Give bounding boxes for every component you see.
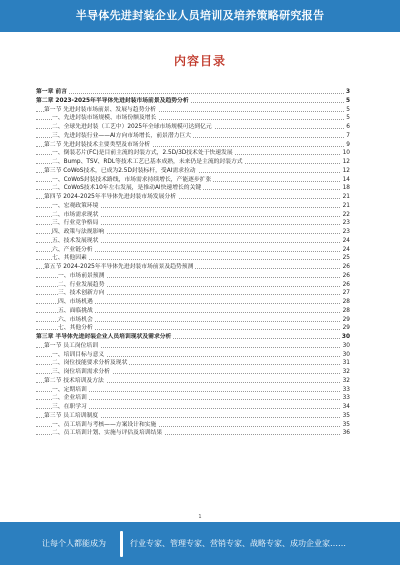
toc-entry-page: 33 — [342, 395, 350, 402]
toc-entry-page: 30 — [342, 342, 350, 349]
toc-entry-label: 五、技术发展现状 — [52, 237, 99, 244]
toc-entry[interactable] — [36, 298, 350, 307]
toc-entry-page: 25 — [342, 255, 350, 262]
toc-entry-label: 二、CoWoS技术10年左右发展，是推动AI快速增长的关键 — [52, 185, 202, 192]
toc-entry-page: 21 — [342, 202, 350, 209]
toc-entry[interactable] — [36, 281, 350, 290]
toc-entry-page: 31 — [342, 360, 350, 367]
toc-entry-page: 18 — [342, 185, 350, 192]
toc-entry[interactable] — [36, 254, 350, 263]
toc-entry[interactable] — [36, 316, 350, 325]
toc-entry[interactable] — [36, 237, 350, 246]
toc-entry[interactable] — [36, 202, 350, 211]
toc-entry-label: 六、产业链分析 — [52, 246, 93, 253]
toc-entry-page: 26 — [342, 272, 350, 279]
toc-entry-page: 32 — [342, 377, 350, 384]
toc-entry-label: 一、CoWoS封装技术路线，市场需求持续增长，产能逐步扩张 — [52, 176, 212, 183]
toc-entry-label: 一、宏观政策环境 — [52, 202, 99, 209]
toc-entry[interactable] — [36, 97, 350, 106]
toc-entry-label: 四、市场机遇 — [58, 299, 93, 305]
toc-entry-label: 二、岗位技能要求分析及现状 — [52, 360, 128, 367]
toc-entry[interactable] — [36, 351, 350, 360]
toc-entry-page: 35 — [342, 421, 350, 428]
toc-entry-label: 第二章 2023-2025年半导体先进封装市场前景及趋势分析 — [36, 97, 189, 104]
toc-entry[interactable] — [36, 132, 350, 141]
toc-entry-page: 22 — [342, 211, 350, 218]
toc-entry-page: 24 — [342, 246, 350, 253]
toc-entry[interactable] — [36, 114, 350, 123]
toc-entry-label: 二、企业培训 — [52, 395, 87, 402]
toc-entry[interactable] — [36, 289, 350, 298]
toc-entry[interactable] — [36, 167, 350, 176]
toc-entry-label: 三、先进封装行业——AI方向市场增长，前景潜力巨大 — [52, 132, 192, 139]
toc-entry-label: 第一节 员工岗位培训 — [44, 342, 99, 349]
toc-entry[interactable] — [36, 324, 350, 333]
toc-entry-label: 五、面临挑战 — [58, 307, 93, 314]
toc-entry[interactable] — [36, 184, 350, 193]
toc-entry-page: 24 — [342, 237, 350, 244]
toc-entry[interactable] — [36, 377, 350, 386]
toc-entry-label: 一、倒装芯片(FC)是目前主流的封装方式，2.5D/3D技术处于快速发展 — [52, 150, 233, 157]
toc-entry[interactable] — [36, 342, 350, 351]
toc-entry-page: 28 — [342, 299, 350, 305]
toc-entry-label: 第二节 先进封装技术主要类型及市场分析 — [44, 141, 151, 148]
toc-entry-page: 12 — [342, 167, 350, 174]
toc-entry-label: 第三节 员工培训制度 — [44, 412, 99, 419]
toc-entry[interactable] — [36, 228, 350, 237]
toc-entry[interactable] — [36, 386, 350, 395]
page-number: 1 — [198, 514, 202, 520]
table-of-contents — [36, 88, 350, 438]
toc-entry-label: 二、行业发展趋势 — [58, 281, 105, 288]
toc-entry-page: 27 — [342, 290, 350, 297]
toc-entry-page: 6 — [346, 124, 350, 130]
toc-entry-page: 28 — [342, 307, 350, 314]
toc-entry-label: 四、政策与法规影响 — [52, 229, 105, 235]
toc-entry[interactable] — [36, 394, 350, 403]
toc-heading: 内容目录 — [173, 54, 226, 68]
toc-entry[interactable] — [36, 333, 350, 342]
toc-entry-page: 5 — [346, 106, 350, 113]
toc-entry-label: 第一节 先进封装市场前景、发展与趋势分析 — [44, 106, 156, 113]
toc-entry-label: 第二节 技术培训及方法 — [44, 377, 104, 384]
toc-entry[interactable] — [36, 176, 350, 185]
toc-entry-label: 第三节 CoWoS技术，已成为2.5D封装标杆，受AI需求拉动 — [44, 167, 196, 174]
page-header-banner — [0, 0, 400, 32]
toc-entry[interactable] — [36, 106, 350, 115]
toc-entry-label: 一、定期培训 — [52, 386, 87, 393]
toc-entry-label: 二、全球先进封装（工艺中）2025年全球市场规模可达到亿元 — [52, 124, 212, 130]
toc-entry[interactable] — [36, 307, 350, 316]
toc-entry-page: 23 — [342, 220, 350, 227]
toc-entry-label: 三、行业竞争格局 — [52, 220, 99, 227]
toc-entry[interactable] — [36, 368, 350, 377]
toc-entry-page: 21 — [342, 194, 350, 200]
footer-slogan-right: 行业专家、管理专家、营销专家、战略专家、成功企业家…… — [130, 539, 346, 548]
toc-entry-label: 三、岗位培训需求分析 — [52, 369, 110, 375]
toc-entry-label: 一、培训目标与意义 — [52, 351, 105, 358]
toc-entry-page: 26 — [342, 281, 350, 288]
toc-entry-label: 二、市场需求现状 — [52, 211, 99, 218]
footer-slogan-left: 让每个人都能成为 — [42, 539, 106, 548]
toc-entry[interactable] — [36, 429, 350, 438]
toc-entry-label: 二、Bump、TSV、RDL等技术工艺已基本成熟，未来仍是主流的封装方式 — [52, 159, 243, 165]
toc-entry-page: 5 — [346, 115, 350, 122]
toc-entry-label: 七、其他分析 — [58, 325, 93, 332]
toc-entry-label: 二、员工培训计划、实施与评估及培训结果 — [52, 430, 163, 437]
toc-entry[interactable] — [36, 412, 350, 421]
toc-entry-page: 35 — [342, 412, 350, 419]
toc-entry-label: 七、其他因素 — [52, 255, 87, 262]
toc-entry[interactable] — [36, 421, 350, 430]
toc-entry[interactable] — [36, 403, 350, 412]
toc-entry-page: 23 — [342, 229, 350, 235]
toc-entry-page: 30 — [341, 334, 350, 340]
toc-entry-page: 10 — [342, 150, 350, 157]
toc-entry-label: 三、在职学习 — [52, 404, 87, 410]
toc-entry-page: 32 — [342, 369, 350, 375]
report-title: 半导体先进封装企业人员培训及培养策略研究报告 — [75, 9, 325, 22]
toc-entry[interactable] — [36, 193, 350, 202]
toc-leader-dots — [36, 93, 350, 94]
toc-entry-label: 第一章 前言 — [36, 89, 68, 95]
toc-entry-page: 29 — [342, 316, 350, 323]
toc-entry-page: 26 — [342, 264, 350, 270]
toc-entry-label: 一、员工培训与考核——方案设计和实施 — [52, 421, 157, 428]
toc-entry-page: 30 — [342, 351, 350, 358]
toc-entry[interactable] — [36, 158, 350, 167]
toc-entry-label: 三、技术创新方向 — [58, 290, 105, 297]
toc-entry-label: 第三章 半导体先进封装企业人员培训现状及需求分析 — [36, 334, 172, 340]
toc-entry[interactable] — [36, 246, 350, 255]
toc-entry[interactable] — [36, 149, 350, 158]
toc-entry-page: 36 — [342, 430, 350, 437]
toc-entry-page: 12 — [342, 159, 350, 165]
toc-entry-label: 第四节 2024-2025年半导体先进封装市场发展分析 — [44, 194, 176, 200]
toc-entry-page: 29 — [342, 325, 350, 332]
toc-entry-page: 14 — [342, 176, 350, 183]
toc-entry-page: 33 — [342, 386, 350, 393]
footer-divider — [120, 531, 123, 557]
toc-entry[interactable] — [36, 359, 350, 368]
toc-entry-page: 34 — [342, 404, 350, 410]
toc-entry[interactable] — [36, 272, 350, 281]
toc-entry[interactable] — [36, 88, 350, 97]
toc-entry-page: 3 — [345, 89, 350, 95]
toc-entry-label: 第五节 2024-2025年半导体先进封装市场前景及趋势预测 — [44, 264, 194, 270]
toc-entry-page: 9 — [346, 141, 350, 148]
toc-entry[interactable] — [36, 123, 350, 132]
toc-entry-page: 7 — [346, 132, 350, 139]
toc-entry-label: 一、市场前景预测 — [58, 272, 105, 279]
toc-entry[interactable] — [36, 219, 350, 228]
toc-entry[interactable] — [36, 263, 350, 272]
toc-entry-label: 一、先进封装市场规模、市场份额及增长 — [52, 115, 157, 122]
toc-entry[interactable] — [36, 141, 350, 150]
toc-entry-page: 5 — [345, 97, 350, 104]
page-footer-banner — [0, 522, 400, 565]
toc-entry[interactable] — [36, 211, 350, 220]
toc-entry-label: 六、市场机会 — [58, 316, 93, 323]
